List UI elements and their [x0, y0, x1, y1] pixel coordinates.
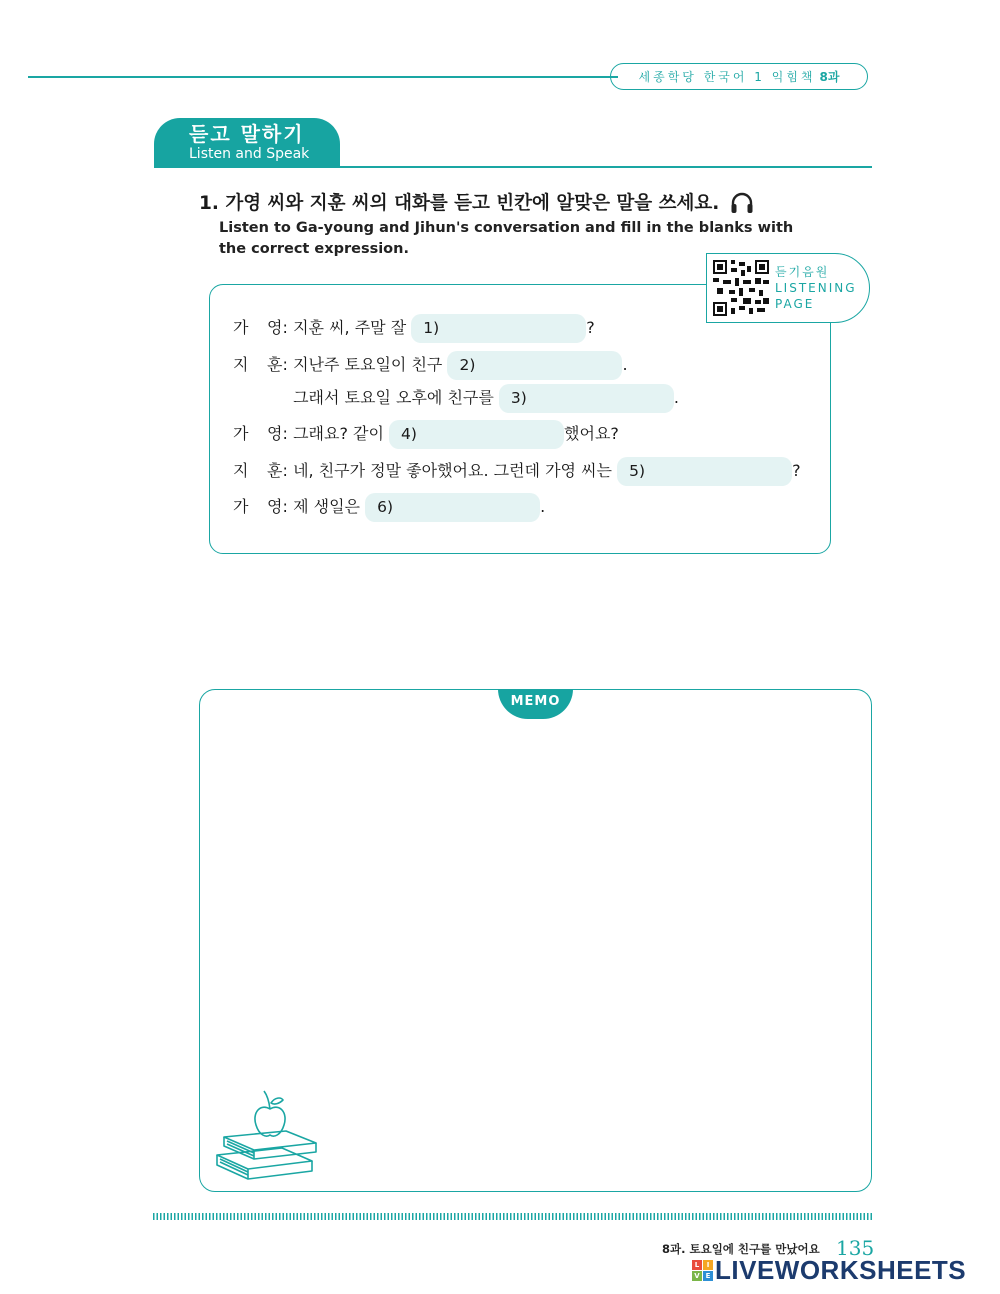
line-end: ? — [792, 461, 801, 480]
line-end: 했어요? — [564, 424, 619, 443]
qr-label-page: PAGE — [775, 297, 815, 311]
line-text: 네, 친구가 정말 좋아했어요. 그런데 가영 씨는 — [293, 461, 612, 480]
dialogue-line — [233, 350, 628, 380]
speaker-initial: 지 — [233, 355, 249, 374]
section-tab — [154, 118, 340, 168]
line-text: 지훈 씨, 주말 잘 — [293, 318, 407, 337]
page-number: 135 — [836, 1236, 875, 1260]
dialogue-line — [233, 313, 595, 343]
speaker-final: 훈: — [267, 461, 288, 480]
answer-blank-1[interactable]: 1) — [411, 314, 586, 343]
question-title — [199, 189, 754, 215]
book-title-pill — [610, 63, 868, 90]
speaker-initial: 가 — [233, 318, 249, 337]
listening-qr-badge[interactable] — [706, 253, 870, 323]
headphones-icon — [730, 192, 754, 214]
qr-label — [775, 264, 857, 312]
question-title-text: 1. 가영 씨와 지훈 씨의 대화를 듣고 빈칸에 알맞은 말을 쓰세요. — [199, 193, 720, 214]
dialogue-line — [233, 383, 679, 413]
header-rule — [28, 76, 618, 78]
line-text: 그래서 토요일 오후에 친구를 — [293, 388, 494, 407]
line-text: 제 생일은 — [293, 497, 361, 516]
answer-blank-4[interactable]: 4) — [389, 420, 564, 449]
speaker-final: 영: — [267, 318, 288, 337]
dialogue-line — [233, 492, 545, 522]
lesson-number: 8과 — [819, 70, 840, 84]
footer-lesson-title: 8과. 토요일에 친구를 만났어요 — [662, 1242, 820, 1256]
watermark-text: LIVEWORKSHEETS — [715, 1255, 967, 1285]
section-title-en: Listen and Speak — [189, 146, 310, 162]
qr-label-listening: LISTENING — [775, 281, 857, 295]
answer-blank-6[interactable]: 6) — [365, 493, 540, 522]
speaker-initial: 지 — [233, 461, 249, 480]
line-end: . — [622, 355, 628, 374]
answer-blank-2[interactable]: 2) — [447, 351, 622, 380]
line-end: ? — [586, 318, 595, 337]
dialogue-line — [233, 419, 619, 449]
footer-dash-rule — [153, 1213, 872, 1220]
speaker-initial: 가 — [233, 424, 249, 443]
line-end: . — [673, 388, 680, 407]
liveworksheets-logo-icon: L I V E — [692, 1260, 713, 1281]
speaker-final: 훈: — [267, 355, 288, 374]
line-text: 그래요? 같이 — [293, 424, 384, 443]
line-end: . — [540, 497, 546, 516]
speaker-initial: 가 — [233, 497, 249, 516]
speaker-final: 영: — [267, 497, 288, 516]
book-title: 세종학당 한국어 1 익힘책 — [638, 70, 816, 84]
dialogue-line — [233, 456, 801, 486]
answer-blank-5[interactable]: 5) — [617, 457, 792, 486]
liveworksheets-watermark[interactable] — [692, 1255, 966, 1286]
question-instruction: Listen to Ga-young and Jihun's conversation and fill in the blanks with the correct expression. — [219, 220, 794, 257]
section-title-ko: 듣고 말하기 — [189, 122, 305, 146]
qr-code-icon — [713, 260, 769, 316]
qr-label-ko: 듣기음원 — [775, 265, 830, 279]
speaker-final: 영: — [267, 424, 288, 443]
line-text: 지난주 토요일이 친구 — [293, 355, 443, 374]
books-apple-icon — [212, 1085, 324, 1185]
memo-label: MEMO — [498, 689, 573, 719]
answer-blank-3[interactable]: 3) — [499, 384, 674, 413]
section-rule — [340, 166, 872, 168]
